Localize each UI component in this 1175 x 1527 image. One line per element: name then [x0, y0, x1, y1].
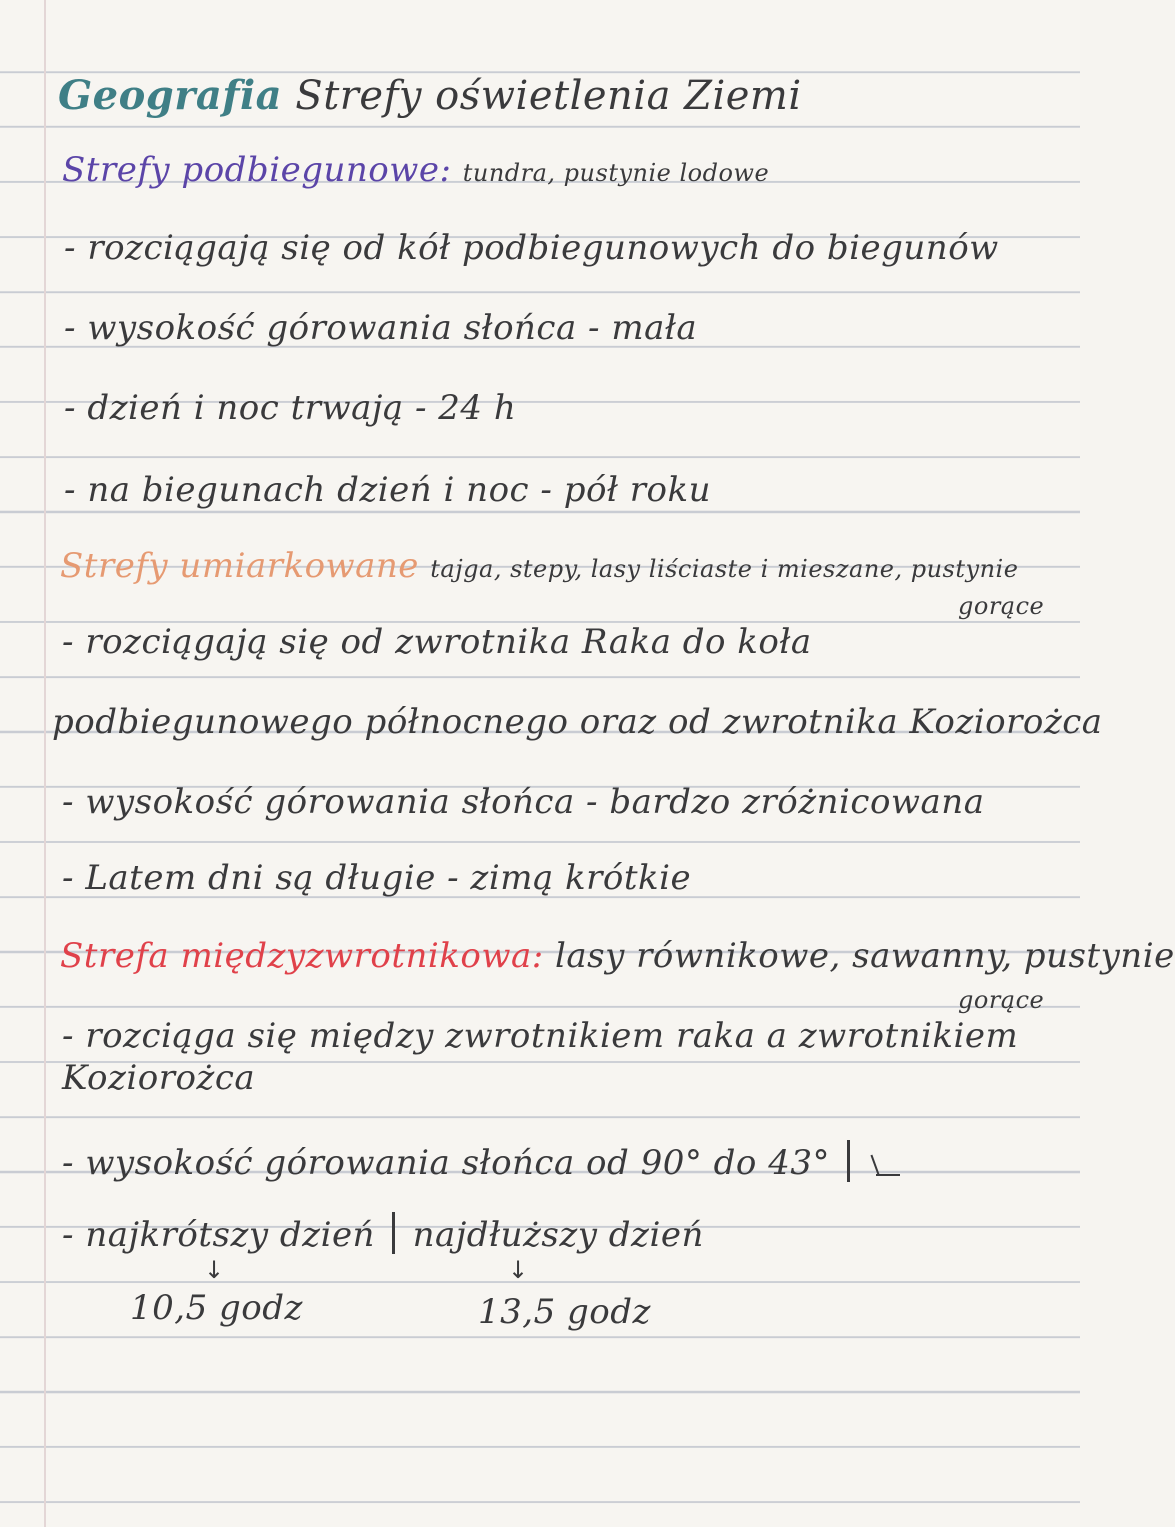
tropical-point-2: - wysokość górowania słońca od 90° do 43° — [62, 1140, 902, 1183]
temperate-heading: Strefy umiarkowane — [60, 546, 419, 586]
shortest-day-label: najkrótszy dzień — [85, 1215, 375, 1255]
polar-point-3: - dzień i noc trwają - 24 h — [64, 388, 517, 428]
tropical-biomes: lasy równikowe, sawanny, pustynie — [555, 936, 1175, 976]
longest-day-value: 13,5 godz — [478, 1292, 651, 1332]
polar-biomes: tundra, pustynie lodowe — [462, 159, 770, 187]
tropical-point-1a: - rozciąga się między zwrotnikiem raka a zwrotnikiem — [62, 1016, 1019, 1056]
tropical-point-1b: Koziorożca — [62, 1058, 256, 1098]
divider-bar — [847, 1140, 850, 1182]
tropical-point-3: - najkrótszy dzień najdłuższy dzień — [62, 1212, 704, 1255]
tropical-biomes-cont: gorące — [958, 986, 1045, 1014]
temperate-point-1b: podbiegunowego północnego oraz od zwrotnika Koziorożca — [52, 702, 1103, 742]
divider-bar — [392, 1212, 395, 1254]
page-title — [58, 72, 802, 119]
temperate-point-1a: - rozciągają się od zwrotnika Raka do koła — [62, 622, 812, 662]
down-arrow-icon: ↓ — [204, 1256, 225, 1284]
polar-point-2: - wysokość górowania słońca - mała — [64, 308, 698, 348]
down-arrow-icon: ↓ — [508, 1256, 529, 1284]
temperate-point-2: - wysokość górowania słońca - bardzo zróżnicowana — [62, 782, 985, 822]
polar-heading: Strefy podbiegunowe: — [62, 150, 452, 190]
angle-icon — [874, 1154, 902, 1176]
longest-day-label: najdłuższy dzień — [412, 1215, 704, 1255]
shortest-day-value: 10,5 godz — [130, 1288, 303, 1328]
title-topic: Strefy oświetlenia Ziemi — [295, 73, 802, 119]
polar-point-4: - na biegunach dzień i noc - pół roku — [64, 470, 711, 510]
margin-line — [44, 0, 46, 1527]
tropical-heading-line — [60, 936, 1175, 976]
title-subject: Geografia — [58, 72, 283, 119]
temperate-heading-line — [60, 546, 1018, 586]
polar-point-1: - rozciągają się od kół podbiegunowych do biegunów — [64, 228, 999, 268]
temperate-biomes: tajga, stepy, lasy liściaste i mieszane, pustynie — [430, 555, 1019, 583]
tropical-heading: Strefa międzyzwrotnikowa: — [60, 936, 544, 976]
temperate-point-3: - Latem dni są długie - zimą krótkie — [62, 858, 692, 898]
polar-heading-line — [62, 150, 769, 190]
temperate-biomes-cont: gorące — [958, 592, 1045, 620]
